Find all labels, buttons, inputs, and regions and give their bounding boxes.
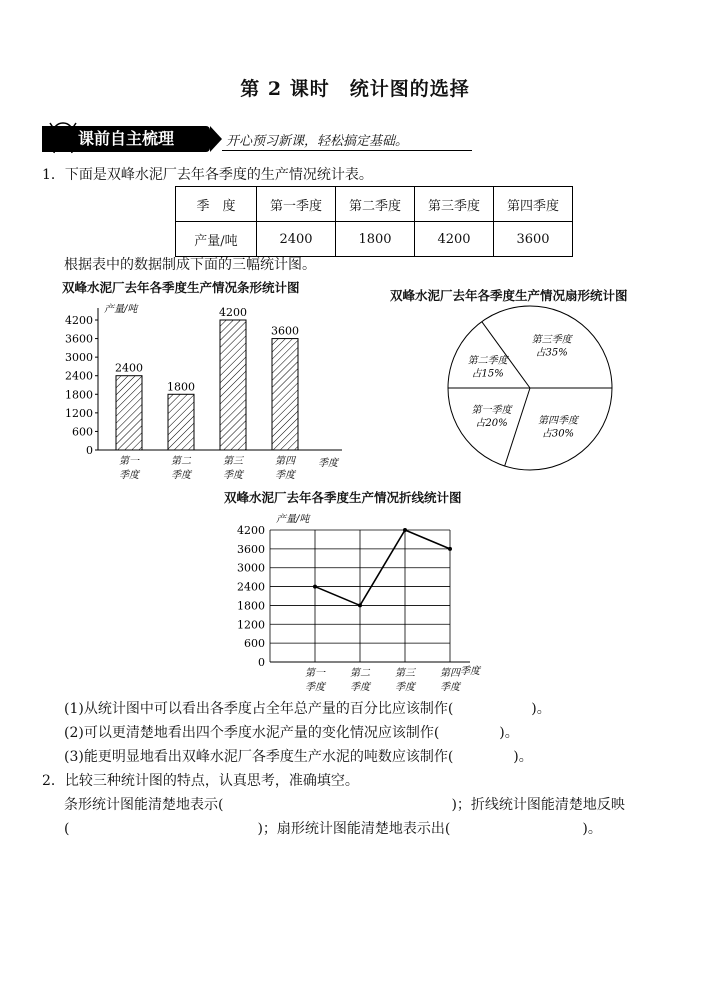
x-tick-label: 季度 <box>275 470 295 481</box>
table-cell: 第一季度 <box>257 187 336 222</box>
q2-line2-c: )。 <box>582 821 602 837</box>
bar-chart-title: 双峰水泥厂去年各季度生产情况条形统计图 <box>62 280 300 295</box>
table-row <box>176 222 573 257</box>
y-tick-label: 2400 <box>237 580 265 594</box>
q1-sub3-text: (3)能更明显地看出双峰水泥厂各季度生产水泥的吨数应该制作( <box>64 749 454 765</box>
banner-tag: 课前自主梳理 <box>42 126 210 152</box>
table-cell: 第三季度 <box>415 187 494 222</box>
q1-sub2-end: )。 <box>499 725 519 741</box>
data-point <box>358 603 362 607</box>
y-tick-label: 1800 <box>65 388 93 402</box>
x-tick-label: 第四 <box>440 668 460 679</box>
y-tick-label: 600 <box>244 637 265 651</box>
data-point <box>313 585 317 589</box>
section-banner <box>42 120 442 160</box>
x-tick-label: 第二 <box>171 456 191 467</box>
q2-line1-b: )；折线统计图能清楚地反映 <box>451 797 625 813</box>
table-cell: 第二季度 <box>336 187 415 222</box>
x-tick-label: 第一 <box>305 668 325 679</box>
bar <box>168 394 194 450</box>
y-tick-label: 1200 <box>65 406 93 420</box>
bar-data-label: 2400 <box>115 361 143 375</box>
line-chart-title: 双峰水泥厂去年各季度生产情况折线统计图 <box>224 490 462 505</box>
y-tick-label: 4200 <box>237 524 265 537</box>
q1-sub1-text: (1)从统计图中可以看出各季度占全年总产量的百分比应该制作( <box>64 701 454 717</box>
q1-after-table: 根据表中的数据制成下面的三幅统计图。 <box>64 257 316 273</box>
x-tick-label: 季度 <box>171 470 191 481</box>
data-table <box>175 186 573 257</box>
table-cell: 第四季度 <box>494 187 573 222</box>
q1-sub2 <box>64 722 684 744</box>
x-axis-label: 季度 <box>460 666 480 677</box>
q1-sub1-end: )。 <box>531 701 551 717</box>
x-tick-label: 季度 <box>223 470 243 481</box>
q2-line2 <box>64 818 694 840</box>
bar-data-label: 3600 <box>271 324 299 338</box>
y-axis-label: 产量/吨 <box>104 304 138 315</box>
banner-slogan: 开心预习新课，轻松搞定基础。 <box>226 134 409 149</box>
x-tick-label: 季度 <box>350 682 370 693</box>
pie-slice-label: 占35% <box>535 347 568 359</box>
data-point <box>403 528 407 532</box>
bar-data-label: 4200 <box>219 306 247 319</box>
pie-slice-label: 第四季度 <box>537 415 578 427</box>
x-tick-label: 季度 <box>395 682 415 693</box>
x-axis-label: 季度 <box>318 458 338 469</box>
pie-slice-label: 占30% <box>541 428 575 440</box>
q1-sub1 <box>64 698 684 720</box>
page-title: 第 2 课时 统计图的选择 <box>240 78 470 100</box>
y-tick-label: 1200 <box>237 618 265 632</box>
q2-intro: 2．比较三种统计图的特点，认真思考，准确填空。 <box>42 773 359 789</box>
y-tick-label: 3600 <box>237 542 265 556</box>
bar <box>272 339 298 450</box>
x-tick-label: 季度 <box>440 682 460 693</box>
bar-data-label: 1800 <box>167 380 195 394</box>
q1-sub3-end: )。 <box>513 749 533 765</box>
pie-slice-label: 第一季度 <box>471 404 512 416</box>
x-tick-label: 季度 <box>305 682 325 693</box>
table-cell: 3600 <box>494 222 573 257</box>
q2-line2-a: ( <box>64 821 70 837</box>
y-tick-label: 4200 <box>65 314 93 327</box>
x-tick-label: 第三 <box>223 456 243 467</box>
table-cell: 2400 <box>257 222 336 257</box>
q2-line1 <box>64 794 694 816</box>
bar <box>220 320 246 450</box>
y-tick-label: 3000 <box>65 351 93 365</box>
table-cell: 产量/吨 <box>176 222 257 257</box>
y-tick-label: 2400 <box>65 369 93 383</box>
pie-slice-label: 占20% <box>475 417 508 429</box>
table-cell: 4200 <box>415 222 494 257</box>
y-tick-label: 0 <box>258 656 265 669</box>
bar-chart <box>52 296 352 486</box>
y-tick-label: 3000 <box>237 561 265 575</box>
pie-chart-title: 双峰水泥厂去年各季度生产情况扇形统计图 <box>390 288 628 303</box>
q1-sub2-text: (2)可以更清楚地看出四个季度水泥产量的变化情况应该制作( <box>64 725 440 741</box>
data-point <box>448 547 452 551</box>
pie-slice-label: 第三季度 <box>531 334 572 346</box>
y-tick-label: 1800 <box>237 599 265 613</box>
q2-line2-b: )；扇形统计图能清楚地表示出( <box>257 821 451 837</box>
x-tick-label: 第四 <box>275 456 295 467</box>
q1-sub3 <box>64 746 684 768</box>
table-cell: 季 度 <box>176 187 257 222</box>
banner-underline <box>222 150 472 151</box>
x-tick-label: 第一 <box>119 456 139 467</box>
bar <box>116 376 142 450</box>
pie-slice-label: 第二季度 <box>467 355 508 367</box>
y-axis-label: 产量/吨 <box>276 514 310 525</box>
y-tick-label: 0 <box>86 444 93 457</box>
x-tick-label: 第三 <box>395 668 415 679</box>
y-tick-label: 600 <box>72 425 93 439</box>
table-cell: 1800 <box>336 222 415 257</box>
q2-line1-a: 条形统计图能清楚地表示( <box>64 797 224 813</box>
y-tick-label: 3600 <box>65 332 93 346</box>
q1-intro: 1．下面是双峰水泥厂去年各季度的生产情况统计表。 <box>42 167 373 183</box>
line-chart <box>224 506 514 696</box>
x-tick-label: 第二 <box>350 668 370 679</box>
table-row <box>176 187 573 222</box>
x-tick-label: 季度 <box>119 470 139 481</box>
pie-chart <box>440 304 620 474</box>
pie-slice-label: 占15% <box>471 368 504 380</box>
